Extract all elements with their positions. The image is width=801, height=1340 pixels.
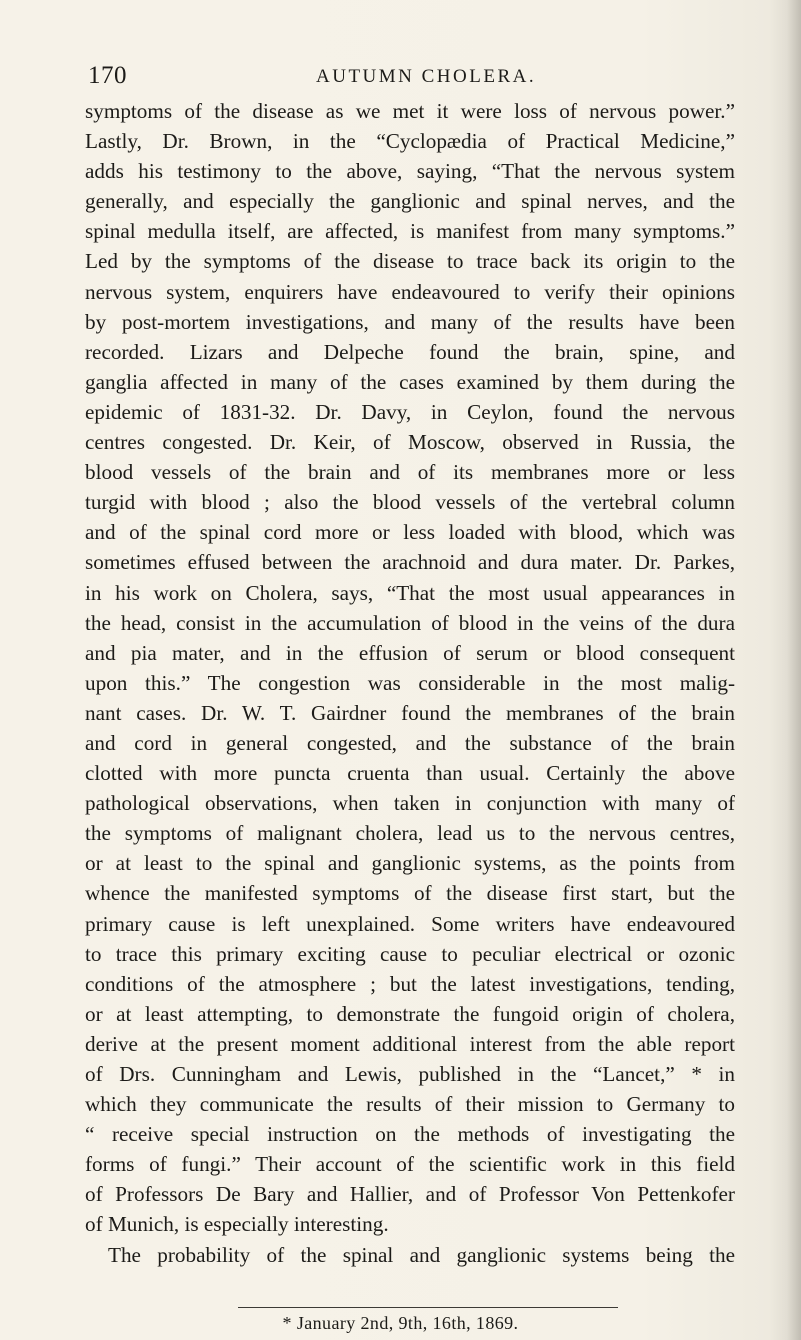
text-line: the symptoms of malignant cholera, lead us to the nervous centres, [85, 821, 735, 846]
page-edge-shadow [787, 0, 801, 1340]
text-line: derive at the present moment additional interest from the able report [85, 1031, 735, 1056]
text-line: or at least to the spinal and ganglionic systems, as the points from [85, 851, 735, 876]
text-line: primary cause is left unexplained. Some writers have endeavoured [85, 911, 735, 936]
text-line: or at least attempting, to demonstrate the fungoid origin of cholera, [85, 1001, 735, 1026]
text-line: forms of fungi.” Their account of the scientific work in this field [85, 1152, 735, 1177]
text-line: “ receive special instruction on the methods of investigating the [85, 1122, 735, 1147]
text-line: turgid with blood ; also the blood vessels of the vertebral column [85, 490, 735, 515]
text-line: of Drs. Cunningham and Lewis, published in the “Lancet,” * in [85, 1062, 735, 1086]
footnote-rule [238, 1307, 618, 1308]
text-line: to trace this primary exciting cause to peculiar electrical or ozonic [85, 941, 735, 966]
text-line: nant cases. Dr. W. T. Gairdner found the membranes of the brain [85, 700, 735, 725]
text-line: whence the manifested symptoms of the disease first start, but the [85, 881, 735, 906]
text-line: adds his testimony to the above, saying, “That the nervous system [85, 159, 735, 184]
text-line: clotted with more puncta cruenta than usual. Certainly the above [85, 761, 735, 786]
text-line: Led by the symptoms of the disease to trace back its origin to the [85, 249, 735, 274]
text-line: pathological observations, when taken in conjunction with many of [85, 791, 735, 816]
text-line: generally, and especially the ganglionic and spinal nerves, and the [85, 189, 735, 214]
text-line: ganglia affected in many of the cases examined by them during the [85, 369, 735, 394]
text-line: and cord in general congested, and the substance of the brain [85, 730, 735, 755]
text-line: of Professors De Bary and Hallier, and of Professor Von Pettenkofer [85, 1182, 735, 1207]
text-line: nervous system, enquirers have endeavoured to verify their opinions [85, 279, 735, 304]
text-line: symptoms of the disease as we met it were loss of nervous power.” [85, 99, 735, 123]
text-line: blood vessels of the brain and of its membranes more or less [85, 460, 735, 485]
text-line: conditions of the atmosphere ; but the latest investigations, tending, [85, 971, 735, 996]
text-line: The probability of the spinal and ganglionic systems being the [108, 1242, 735, 1267]
text-line: centres congested. Dr. Keir, of Moscow, observed in Russia, the [85, 430, 735, 455]
text-line: in his work on Cholera, says, “That the most usual appearances in [85, 580, 735, 605]
text-line: recorded. Lizars and Delpeche found the brain, spine, and [85, 339, 735, 364]
body-text [85, 96, 735, 1270]
text-line: spinal medulla itself, are affected, is manifest from many symptoms.” [85, 219, 735, 244]
text-line: epidemic of 1831-32. Dr. Davy, in Ceylon, found the nervous [85, 399, 735, 424]
text-line: by post-mortem investigations, and many of the results have been [85, 309, 735, 334]
running-head [88, 62, 738, 92]
running-title: AUTUMN CHOLERA. [316, 66, 537, 87]
text-line: upon this.” The congestion was considerable in the most malig- [85, 670, 735, 695]
text-line: and of the spinal cord more or less loaded with blood, which was [85, 520, 735, 545]
text-line: which they communicate the results of their mission to Germany to [85, 1092, 735, 1117]
text-line: sometimes effused between the arachnoid and dura mater. Dr. Parkes, [85, 550, 735, 575]
text-line: Lastly, Dr. Brown, in the “Cyclopædia of Practical Medicine,” [85, 129, 735, 154]
footnote: * January 2nd, 9th, 16th, 1869. [282, 1313, 519, 1333]
page-number: 170 [88, 62, 127, 89]
text-line: of Munich, is especially interesting. [85, 1212, 389, 1237]
text-line: the head, consist in the accumulation of blood in the veins of the dura [85, 610, 735, 635]
text-line: and pia mater, and in the effusion of serum or blood consequent [85, 640, 735, 665]
